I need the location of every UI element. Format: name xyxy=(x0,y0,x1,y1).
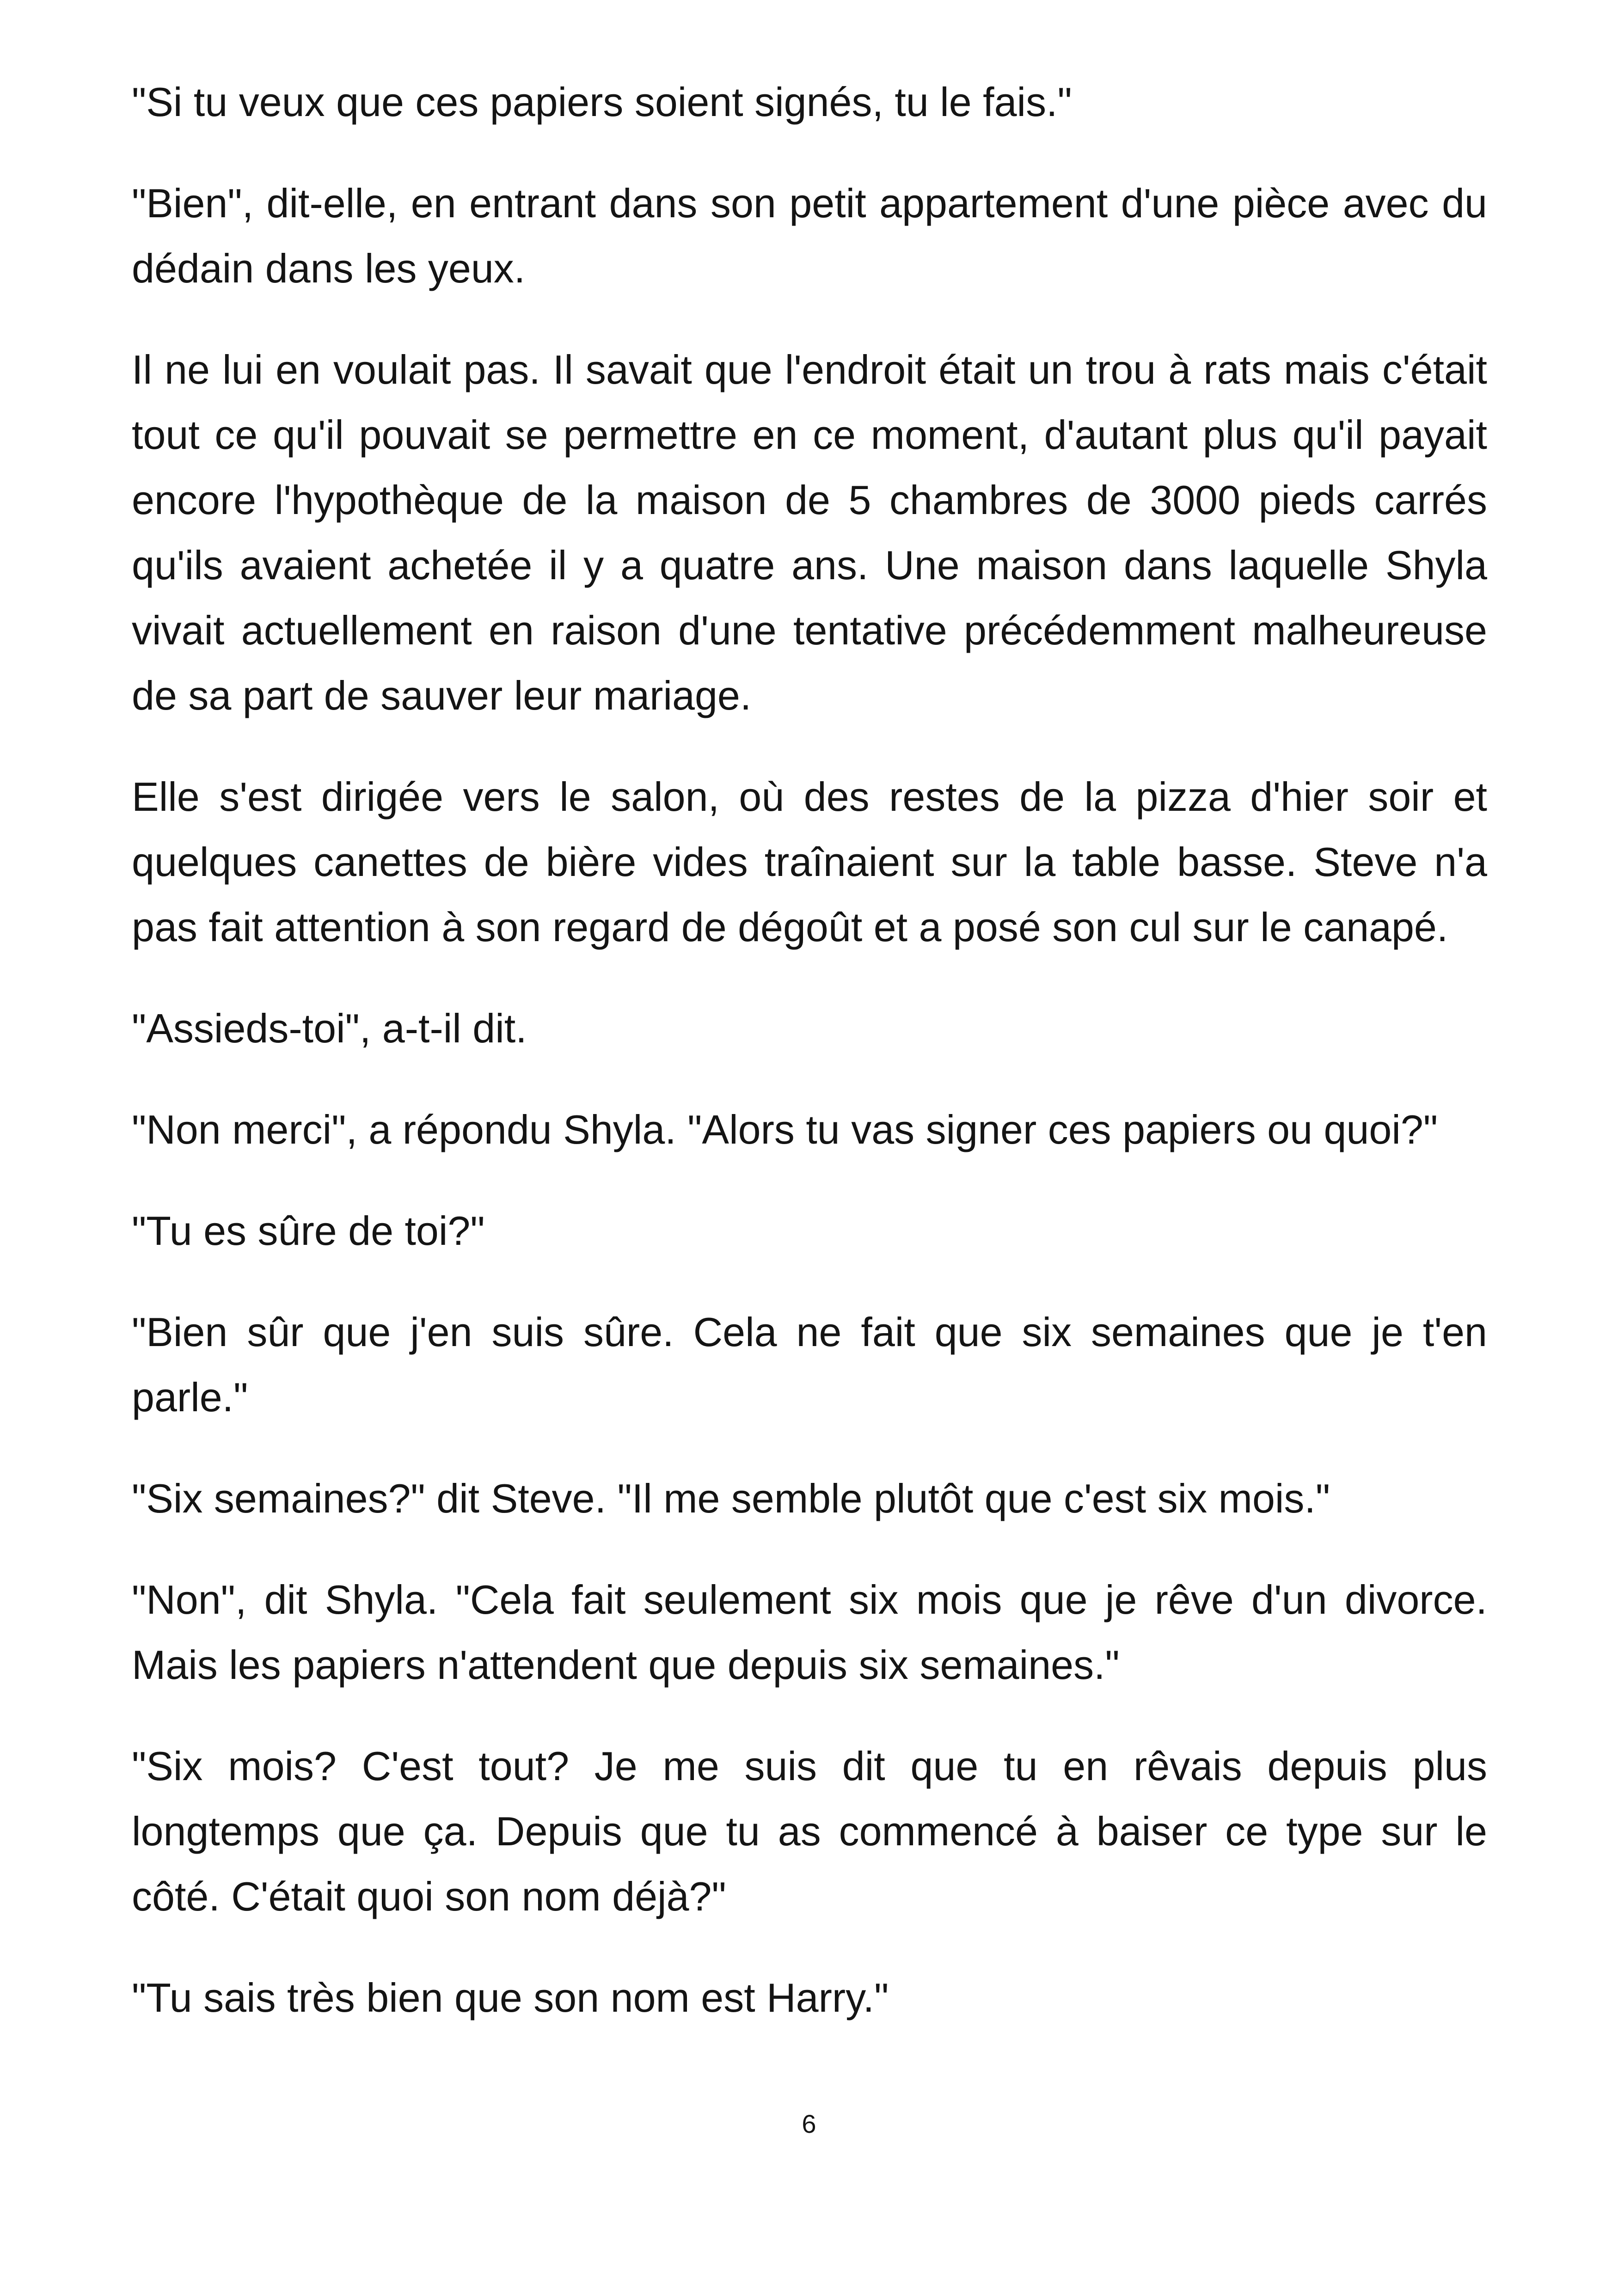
paragraph-11: "Six mois? C'est tout? Je me suis dit que tu en rêvais depuis plus longtemps que ça. Depuis que tu as commencé à baiser ce type sur le côté. C'était quoi son nom déjà?" xyxy=(132,1743,1487,1919)
paragraph-1: "Si tu veux que ces papiers soient signés, tu le fais." xyxy=(132,79,1072,125)
paragraph-6: "Non merci", a répondu Shyla. "Alors tu vas signer ces papiers ou quoi?" xyxy=(132,1107,1438,1152)
paragraph-10: "Non", dit Shyla. "Cela fait seulement six mois que je rêve d'un divorce. Mais les papiers n'attendent que depuis six semaines." xyxy=(132,1577,1487,1688)
page-number: 6 xyxy=(802,2109,816,2138)
paragraph-4: Elle s'est dirigée vers le salon, où des restes de la pizza d'hier soir et quelques canettes de bière vides traînaient sur la table basse. Steve n'a pas fait attention à son regard de dégoût et a posé son cul sur le canapé. xyxy=(132,774,1487,950)
paragraph-5: "Assieds-toi", a-t-il dit. xyxy=(132,1005,527,1051)
paragraph-12: "Tu sais très bien que son nom est Harry." xyxy=(132,1975,889,2020)
paragraph-7: "Tu es sûre de toi?" xyxy=(132,1208,485,1254)
paragraph-2: "Bien", dit-elle, en entrant dans son petit appartement d'une pièce avec du dédain dans les yeux. xyxy=(132,180,1487,291)
body-text xyxy=(132,69,1487,2066)
paragraph-3: Il ne lui en voulait pas. Il savait que l'endroit était un trou à rats mais c'était tout ce qu'il pouvait se permettre en ce moment, d'autant plus qu'il payait encore l'hypothèque de la maison de 5 chambres de 3000 pieds carrés qu'ils avaient achetée il y a quatre ans. Une maison dans laquelle Shyla vivait actuellement en raison d'une tentative précédemment malheureuse de sa part de sauver leur mariage. xyxy=(132,347,1487,718)
paragraph-8: "Bien sûr que j'en suis sûre. Cela ne fait que six semaines que je t'en parle." xyxy=(132,1309,1487,1420)
paragraph-9: "Six semaines?" dit Steve. "Il me semble plutôt que c'est six mois." xyxy=(132,1476,1330,1521)
